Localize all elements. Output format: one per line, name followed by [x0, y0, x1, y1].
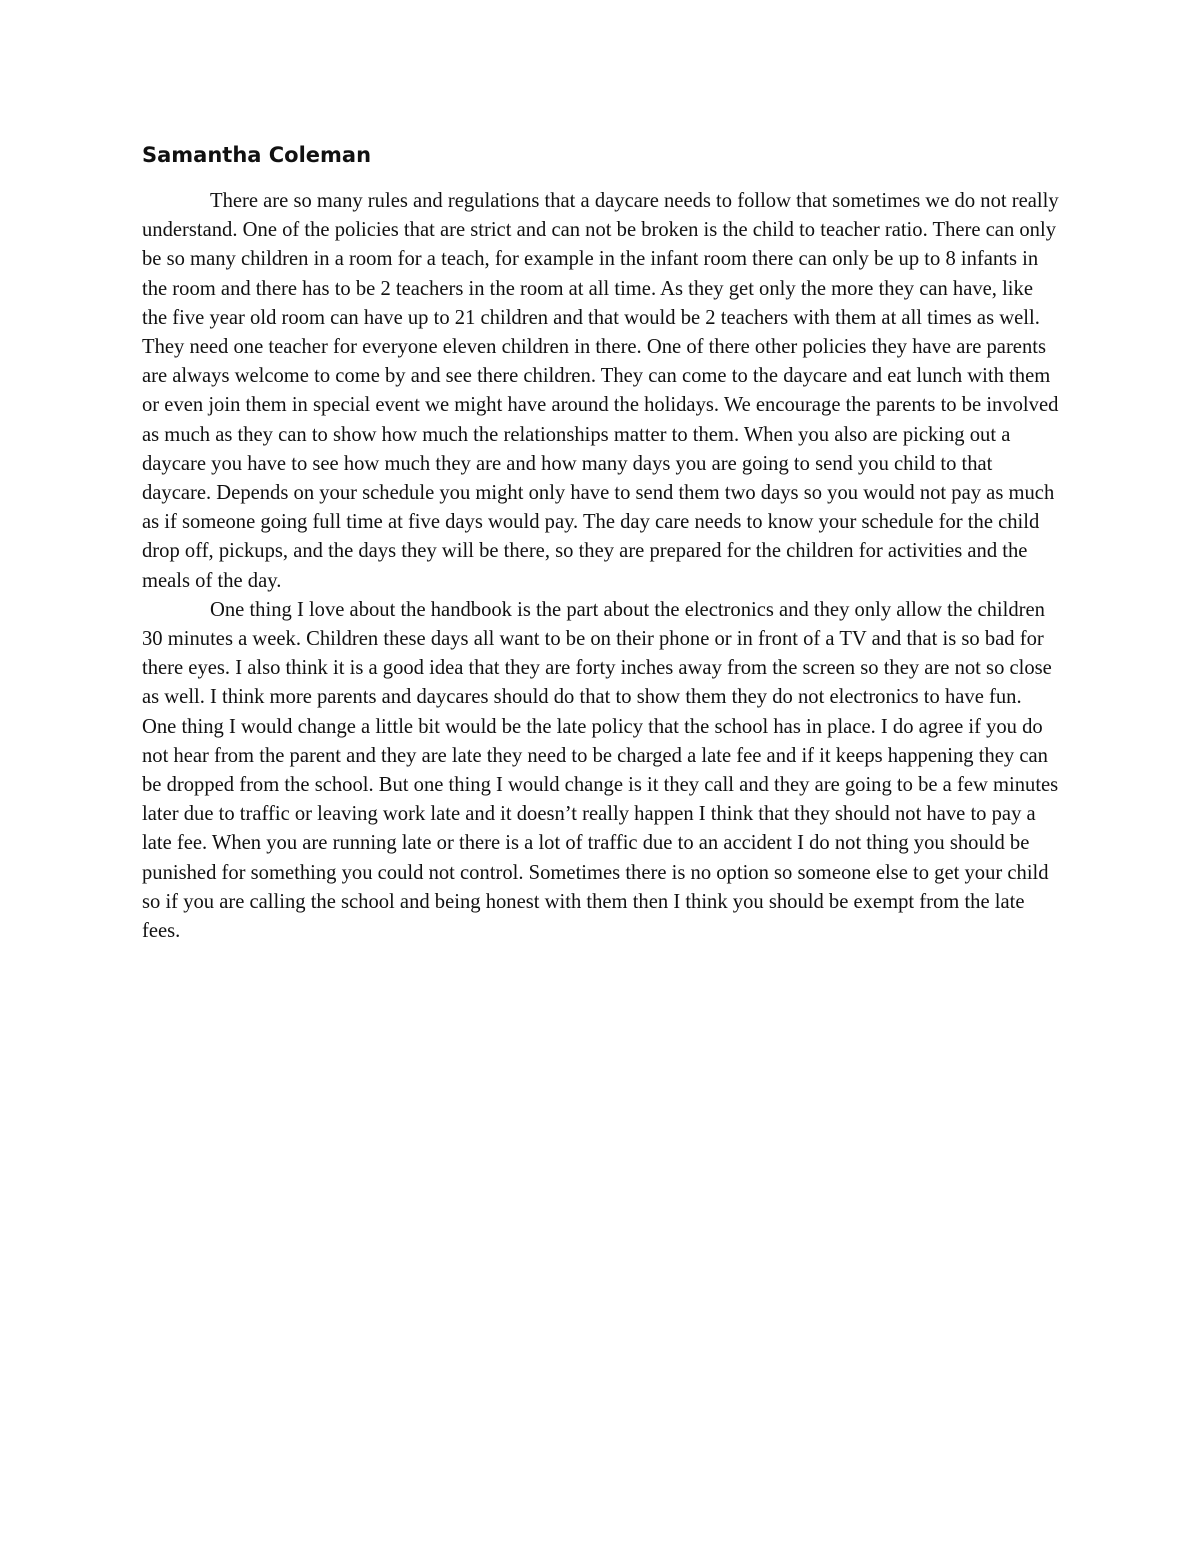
author-name: Samantha Coleman	[142, 143, 372, 167]
paragraph-1: There are so many rules and regulations that a daycare needs to follow that sometimes we do not really understand. One of the policies that are strict and can not be broken is the child to teacher ratio. There can only be so many children in a room for a teach, for example in the infant room there can only be up to 8 infants in the room and there has to be 2 teachers in the room at all time. As they get only the more they can have, like the five year old room can have up to 21 children and that would be 2 teachers with them at all times as well. They need one teacher for everyone eleven children in there. One of there other policies they have are parents are always welcome to come by and see there children. They can come to the daycare and eat lunch with them or even join them in special event we might have around the holidays. We encourage the parents to be involved as much as they can to show how much the relationships matter to them. When you also are picking out a daycare you have to see how much they are and how many days you are going to send you child to that daycare. Depends on your schedule you might only have to send them two days so you would not pay as much as if someone going full time at five days would pay. The day care needs to know your schedule for the child drop off, pickups, and the days they will be there, so they are prepared for the children for activities and the meals of the day.	[142, 190, 1059, 592]
paragraph-2: One thing I love about the handbook is the part about the electronics and they only allow the children 30 minutes a week. Children these days all want to be on their phone or in front of a TV and that is so bad for there eyes. I also think it is a good idea that they are forty inches away from the screen so they are not so close as well. I think more parents and daycares should do that to show them they do not electronics to have fun. One thing I would change a little bit would be the late policy that the school has in place. I do agree if you do not hear from the parent and they are late they need to be charged a late fee and if it keeps happening they can be dropped from the school. But one thing I would change is it they call and they are going to be a few minutes later due to traffic or leaving work late and it doesn’t really happen I think that they should not have to pay a late fee. When you are running late or there is a lot of traffic due to an accident I do not thing you should be punished for something you could not control. Sometimes there is no option so someone else to get your child so if you are calling the school and being honest with them then I think you should be exempt from the late fees.	[142, 598, 1059, 943]
essay-body	[142, 187, 1060, 946]
